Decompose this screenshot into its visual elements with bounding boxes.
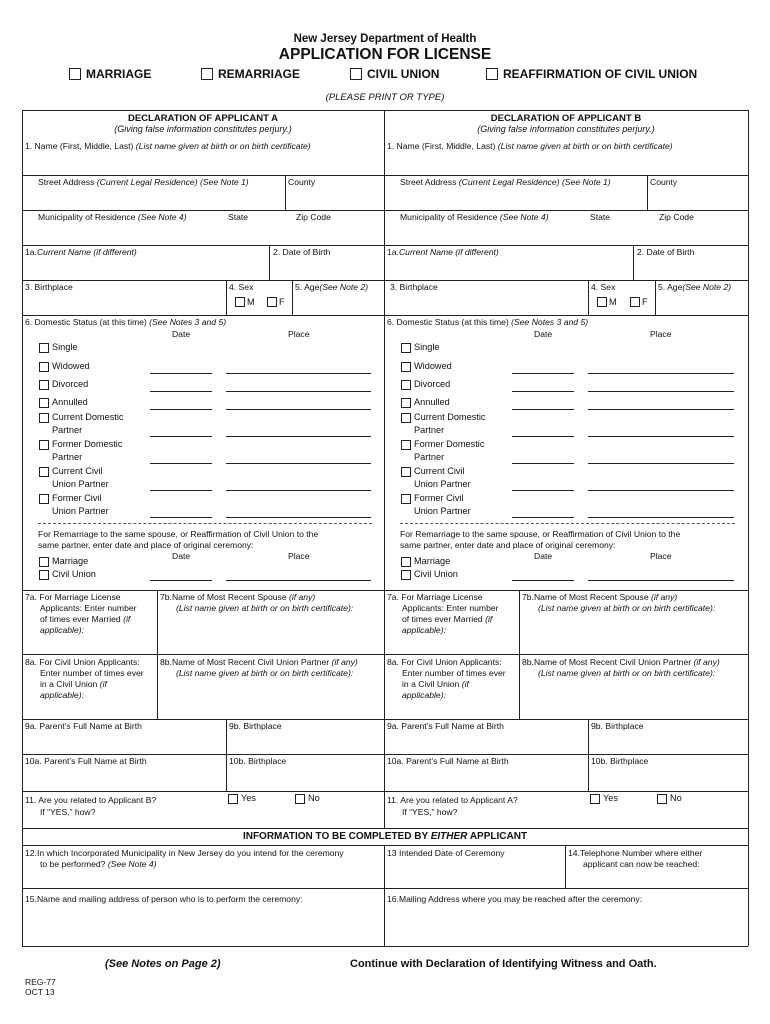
- agency-name: New Jersey Department of Health: [293, 33, 477, 45]
- b-orig-place-line[interactable]: [588, 580, 734, 581]
- b-current-dp-checkbox[interactable]: [401, 413, 411, 423]
- see-notes-text: (See Notes on Page 2): [105, 958, 221, 970]
- a-street-label: Street Address (Current Legal Residence) (See Note 1): [38, 177, 249, 187]
- b-single-label: Single: [414, 342, 440, 352]
- a-q8b-note: (List name given at birth or on birth certificate):: [176, 668, 354, 678]
- q12-label: 12.In which Incorporated Municipality in New Jersey do you intend for the ceremony: [25, 848, 344, 858]
- cell-divider: [285, 175, 286, 210]
- a-q10a: 10a. Parent’s Full Name at Birth: [25, 756, 147, 766]
- a-orig-marriage-label: Marriage: [52, 556, 89, 566]
- a-single-checkbox[interactable]: [39, 343, 49, 353]
- a-age-label: 5. Age(See Note 2): [295, 282, 369, 292]
- a-orig-marriage-checkbox[interactable]: [39, 557, 49, 567]
- b-q8a-2: Enter number of times ever: [402, 668, 506, 678]
- b-q7b: 7b.Name of Most Recent Spouse (if any): [522, 592, 678, 602]
- b-q11-how: If “YES,” how?: [402, 807, 458, 817]
- b-current-name-label: 1a.Current Name (if different): [387, 247, 499, 257]
- b-q8a: 8a. For Civil Union Applicants:: [387, 657, 502, 667]
- b-age-label: 5. Age(See Note 2): [658, 282, 732, 292]
- b-widowed-checkbox[interactable]: [401, 362, 411, 372]
- a-birthplace-label: 3. Birthplace: [25, 282, 73, 292]
- a-former-cu-date-line[interactable]: [150, 517, 212, 518]
- b-sex-m-checkbox[interactable]: [597, 297, 607, 307]
- a-current-cu-label: Current Civil: [52, 466, 103, 476]
- a-q7a-2: Applicants: Enter number: [40, 603, 137, 613]
- a-former-dp-label-2: Partner: [52, 452, 83, 462]
- b-q9b: 9b. Birthplace: [591, 721, 644, 731]
- b-q8a-4: applicable):: [402, 690, 446, 700]
- b-divorced-label: Divorced: [414, 379, 451, 389]
- a-related-no-checkbox[interactable]: [295, 794, 305, 804]
- b-q11: 11. Are you related to Applicant A?: [387, 795, 518, 805]
- a-q7a-3: of times ever Married (if: [40, 614, 131, 624]
- a-zip-label: Zip Code: [296, 212, 331, 222]
- continue-text: Continue with Declaration of Identifying Witness and Oath.: [350, 958, 657, 970]
- b-name-field[interactable]: [386, 152, 746, 174]
- a-q8a-3: in a Civil Union (if: [40, 679, 107, 689]
- a-sex-label: 4. Sex: [229, 282, 254, 292]
- b-widowed-place-line[interactable]: [588, 373, 734, 374]
- applicant-a-perjury: (Giving false information constitutes perjury.): [114, 124, 292, 134]
- b-domestic-label: 6. Domestic Status (at this time) (See Notes 3 and 5): [387, 317, 589, 327]
- b-widowed-date-line[interactable]: [512, 373, 574, 374]
- a-related-yes-label: Yes: [241, 793, 256, 803]
- b-former-cu-checkbox[interactable]: [401, 494, 411, 504]
- row-line: [22, 719, 748, 720]
- b-divorced-place-line[interactable]: [588, 391, 734, 392]
- a-q9a: 9a. Parent’s Full Name at Birth: [25, 721, 142, 731]
- b-place-header: Place: [650, 329, 672, 339]
- a-orig-date-line[interactable]: [150, 580, 212, 581]
- a-current-cu-label-2: Union Partner: [52, 479, 109, 489]
- a-dob-label: 2. Date of Birth: [273, 247, 331, 257]
- b-divorced-checkbox[interactable]: [401, 380, 411, 390]
- center-divider: [384, 110, 385, 828]
- b-annulled-checkbox[interactable]: [401, 398, 411, 408]
- cell-divider: [269, 245, 270, 280]
- reaffirmation-checkbox[interactable]: [486, 68, 498, 80]
- row-line: [22, 754, 748, 755]
- b-remarriage-text: For Remarriage to the same spouse, or Reaffirmation of Civil Union to the: [400, 529, 681, 539]
- b-related-yes-checkbox[interactable]: [590, 794, 600, 804]
- b-street-label: Street Address (Current Legal Residence) (See Note 1): [400, 177, 611, 187]
- row-line: [22, 280, 748, 281]
- b-zip-label: Zip Code: [659, 212, 694, 222]
- b-former-dp-label: Former Domestic: [414, 439, 485, 449]
- marriage-checkbox[interactable]: [69, 68, 81, 80]
- cell-divider: [226, 280, 227, 315]
- b-former-cu-place-line[interactable]: [588, 517, 734, 518]
- a-county-label: County: [288, 177, 316, 187]
- b-current-dp-label-2: Partner: [414, 425, 445, 435]
- b-former-dp-place-line[interactable]: [588, 463, 734, 464]
- row-line: [22, 210, 748, 211]
- a-former-cu-label: Former Civil: [52, 493, 102, 503]
- a-current-dp-label-2: Partner: [52, 425, 83, 435]
- applicant-b-title: DECLARATION OF APPLICANT B: [490, 113, 642, 124]
- b-date-header: Date: [534, 329, 553, 339]
- b-q7a: 7a. For Marriage License: [387, 592, 483, 602]
- a-widowed-checkbox[interactable]: [39, 362, 49, 372]
- cell-divider: [292, 280, 293, 315]
- a-divorced-date-line[interactable]: [150, 391, 212, 392]
- b-former-dp-label-2: Partner: [414, 452, 445, 462]
- a-widowed-date-line[interactable]: [150, 373, 212, 374]
- a-divorced-checkbox[interactable]: [39, 380, 49, 390]
- b-former-cu-label: Former Civil: [414, 493, 464, 503]
- b-q10b: 10b. Birthplace: [591, 756, 649, 766]
- q14-label: 14.Telephone Number where either: [568, 848, 703, 858]
- b-current-dp-date-line[interactable]: [512, 436, 574, 437]
- cell-divider: [633, 245, 634, 280]
- a-q8a-2: Enter number of times ever: [40, 668, 144, 678]
- a-domestic-label: 6. Domestic Status (at this time) (See Notes 3 and 5): [25, 317, 227, 327]
- a-q9b: 9b. Birthplace: [229, 721, 282, 731]
- a-current-dp-checkbox[interactable]: [39, 413, 49, 423]
- a-current-name-label: 1a.Current Name (if different): [25, 247, 137, 257]
- a-orig-cu-checkbox[interactable]: [39, 570, 49, 580]
- a-annulled-date-line[interactable]: [150, 409, 212, 410]
- b-orig-cu-label: Civil Union: [414, 569, 458, 579]
- a-current-cu-date-line[interactable]: [150, 490, 212, 491]
- a-former-dp-date-line[interactable]: [150, 463, 212, 464]
- row-line: [22, 590, 748, 591]
- b-current-cu-label: Current Civil: [414, 466, 465, 476]
- b-annulled-date-line[interactable]: [512, 409, 574, 410]
- b-sex-m-label: M: [609, 297, 617, 307]
- q12-label-2: to be performed? (See Note 4): [40, 859, 157, 869]
- a-q11: 11. Are you related to Applicant B?: [25, 795, 157, 805]
- a-former-cu-checkbox[interactable]: [39, 494, 49, 504]
- row-line: [22, 654, 748, 655]
- row-line: [22, 828, 748, 829]
- b-widowed-label: Widowed: [414, 361, 452, 371]
- a-orig-cu-label: Civil Union: [52, 569, 96, 579]
- row-line: [22, 315, 748, 316]
- applicant-b-perjury: (Giving false information constitutes perjury.): [477, 124, 655, 134]
- cell-divider: [565, 845, 566, 888]
- b-orig-cu-checkbox[interactable]: [401, 570, 411, 580]
- b-related-no-label: No: [670, 793, 682, 803]
- b-q7a-2: Applicants: Enter number: [402, 603, 499, 613]
- a-q7a-4: applicable):: [40, 625, 84, 635]
- b-divorced-date-line[interactable]: [512, 391, 574, 392]
- civil-union-checkbox[interactable]: [350, 68, 362, 80]
- q14-label-2: applicant can now be reached:: [583, 859, 700, 869]
- b-dob-label: 2. Date of Birth: [637, 247, 695, 257]
- a-municipality-label: Municipality of Residence (See Note 4): [38, 212, 187, 222]
- q15-label: 15.Name and mailing address of person who is to perform the ceremony:: [25, 894, 303, 904]
- b-related-yes-label: Yes: [603, 793, 618, 803]
- a-former-dp-label: Former Domestic: [52, 439, 123, 449]
- b-annulled-label: Annulled: [414, 397, 450, 407]
- a-current-dp-date-line[interactable]: [150, 436, 212, 437]
- applicant-a-title: DECLARATION OF APPLICANT A: [127, 113, 279, 124]
- b-former-dp-date-line[interactable]: [512, 463, 574, 464]
- a-current-dp-label: Current Domestic: [52, 412, 124, 422]
- a-remarriage-text-2: same partner, enter date and place of original ceremony:: [38, 540, 254, 550]
- remarriage-checkbox[interactable]: [201, 68, 213, 80]
- a-name-field[interactable]: [24, 152, 382, 174]
- a-orig-place-line[interactable]: [226, 580, 371, 581]
- a-q8a-4: applicable):: [40, 690, 84, 700]
- remarriage-label: REMARRIAGE: [218, 67, 301, 81]
- b-sex-f-checkbox[interactable]: [630, 297, 640, 307]
- b-q7a-3: of times ever Married (if: [402, 614, 493, 624]
- b-q7a-4: applicable):: [402, 625, 446, 635]
- b-current-cu-checkbox[interactable]: [401, 467, 411, 477]
- b-birthplace-label: 3. Birthplace: [390, 282, 438, 292]
- civil-union-label: CIVIL UNION: [367, 67, 440, 81]
- b-orig-place-header: Place: [650, 551, 672, 561]
- a-remarriage-text: For Remarriage to the same spouse, or Reaffirmation of Civil Union to the: [38, 529, 319, 539]
- cell-divider: [384, 845, 385, 946]
- a-dashed-separator: [38, 523, 372, 524]
- a-sex-f-label: F: [279, 297, 285, 307]
- b-current-dp-place-line[interactable]: [588, 436, 734, 437]
- b-dashed-separator: [400, 523, 735, 524]
- form-bottom-border: [22, 946, 748, 947]
- a-sex-m-checkbox[interactable]: [235, 297, 245, 307]
- b-q9a: 9a. Parent’s Full Name at Birth: [387, 721, 504, 731]
- b-q8b-note: (List name given at birth or on birth certificate):: [538, 668, 716, 678]
- b-current-cu-date-line[interactable]: [512, 490, 574, 491]
- b-county-label: County: [650, 177, 678, 187]
- b-sex-f-label: F: [642, 297, 648, 307]
- a-related-yes-checkbox[interactable]: [228, 794, 238, 804]
- right-border: [748, 110, 749, 946]
- b-related-no-checkbox[interactable]: [657, 794, 667, 804]
- cell-divider: [647, 175, 648, 210]
- a-widowed-place-line[interactable]: [226, 373, 371, 374]
- b-current-cu-label-2: Union Partner: [414, 479, 471, 489]
- b-name-label: 1. Name (First, Middle, Last) (List name given at birth or on birth certificate): [387, 141, 673, 151]
- a-former-cu-label-2: Union Partner: [52, 506, 109, 516]
- row-line: [22, 245, 748, 246]
- b-orig-date-header: Date: [534, 551, 553, 561]
- row-line: [22, 845, 748, 846]
- b-q8a-3: in a Civil Union (if: [402, 679, 469, 689]
- a-orig-date-header: Date: [172, 551, 191, 561]
- a-date-header: Date: [172, 329, 191, 339]
- info-section-title: INFORMATION TO BE COMPLETED BY EITHER APPLICANT: [242, 831, 528, 842]
- b-remarriage-text-2: same partner, enter date and place of original ceremony:: [400, 540, 616, 550]
- b-state-label: State: [590, 212, 611, 222]
- row-line: [22, 175, 748, 176]
- b-annulled-place-line[interactable]: [588, 409, 734, 410]
- a-q7b-note: (List name given at birth or on birth certificate):: [176, 603, 354, 613]
- a-q10b: 10b. Birthplace: [229, 756, 287, 766]
- a-former-cu-place-line[interactable]: [226, 517, 371, 518]
- reaffirmation-label: REAFFIRMATION OF CIVIL UNION: [503, 67, 698, 81]
- a-divorced-label: Divorced: [52, 379, 89, 389]
- b-sex-label: 4. Sex: [591, 282, 616, 292]
- form-top-border: [22, 110, 748, 111]
- row-line: [22, 791, 748, 792]
- cell-divider: [157, 590, 158, 719]
- a-current-cu-place-line[interactable]: [226, 490, 371, 491]
- a-orig-place-header: Place: [288, 551, 310, 561]
- a-annulled-label: Annulled: [52, 397, 88, 407]
- a-widowed-label: Widowed: [52, 361, 90, 371]
- q16-label: 16.Mailing Address where you may be reached after the ceremony:: [387, 894, 643, 904]
- a-state-label: State: [228, 212, 249, 222]
- b-orig-marriage-checkbox[interactable]: [401, 557, 411, 567]
- b-former-dp-checkbox[interactable]: [401, 440, 411, 450]
- b-former-cu-label-2: Union Partner: [414, 506, 471, 516]
- a-q7b: 7b.Name of Most Recent Spouse (if any): [160, 592, 316, 602]
- cell-divider: [655, 280, 656, 315]
- marriage-label: MARRIAGE: [86, 67, 152, 81]
- a-former-dp-checkbox[interactable]: [39, 440, 49, 450]
- a-single-label: Single: [52, 342, 78, 352]
- b-single-checkbox[interactable]: [401, 343, 411, 353]
- b-q7b-note: (List name given at birth or on birth certificate):: [538, 603, 716, 613]
- a-q8a: 8a. For Civil Union Applicants:: [25, 657, 140, 667]
- q13-label: 13 Intended Date of Ceremony: [387, 848, 505, 858]
- a-sex-m-label: M: [247, 297, 255, 307]
- a-sex-f-checkbox[interactable]: [267, 297, 277, 307]
- a-annulled-place-line[interactable]: [226, 409, 371, 410]
- a-place-header: Place: [288, 329, 310, 339]
- a-name-label: 1. Name (First, Middle, Last) (List name given at birth or on birth certificate): [25, 141, 311, 151]
- a-related-no-label: No: [308, 793, 320, 803]
- a-current-dp-place-line[interactable]: [226, 436, 371, 437]
- left-border: [22, 110, 23, 946]
- a-current-cu-checkbox[interactable]: [39, 467, 49, 477]
- a-q8b: 8b.Name of Most Recent Civil Union Partner (if any): [160, 657, 358, 667]
- a-q11-how: If “YES,” how?: [40, 807, 96, 817]
- b-municipality-label: Municipality of Residence (See Note 4): [400, 212, 549, 222]
- a-annulled-checkbox[interactable]: [39, 398, 49, 408]
- b-q10a: 10a. Parent’s Full Name at Birth: [387, 756, 509, 766]
- print-note: (PLEASE PRINT OR TYPE): [325, 92, 445, 103]
- b-q8b: 8b.Name of Most Recent Civil Union Partner (if any): [522, 657, 720, 667]
- cell-divider: [519, 590, 520, 719]
- form-title: APPLICATION FOR LICENSE: [278, 46, 492, 63]
- a-q7a: 7a. For Marriage License: [25, 592, 121, 602]
- b-former-cu-date-line[interactable]: [512, 517, 574, 518]
- form-date: OCT 13: [25, 987, 55, 997]
- b-current-cu-place-line[interactable]: [588, 490, 734, 491]
- a-former-dp-place-line[interactable]: [226, 463, 371, 464]
- row-line: [22, 888, 748, 889]
- form-id: REG-77: [25, 977, 56, 987]
- cell-divider: [226, 719, 227, 791]
- cell-divider: [588, 280, 589, 315]
- a-divorced-place-line[interactable]: [226, 391, 371, 392]
- cell-divider: [588, 719, 589, 791]
- b-current-dp-label: Current Domestic: [414, 412, 486, 422]
- b-orig-date-line[interactable]: [512, 580, 574, 581]
- b-orig-marriage-label: Marriage: [414, 556, 451, 566]
